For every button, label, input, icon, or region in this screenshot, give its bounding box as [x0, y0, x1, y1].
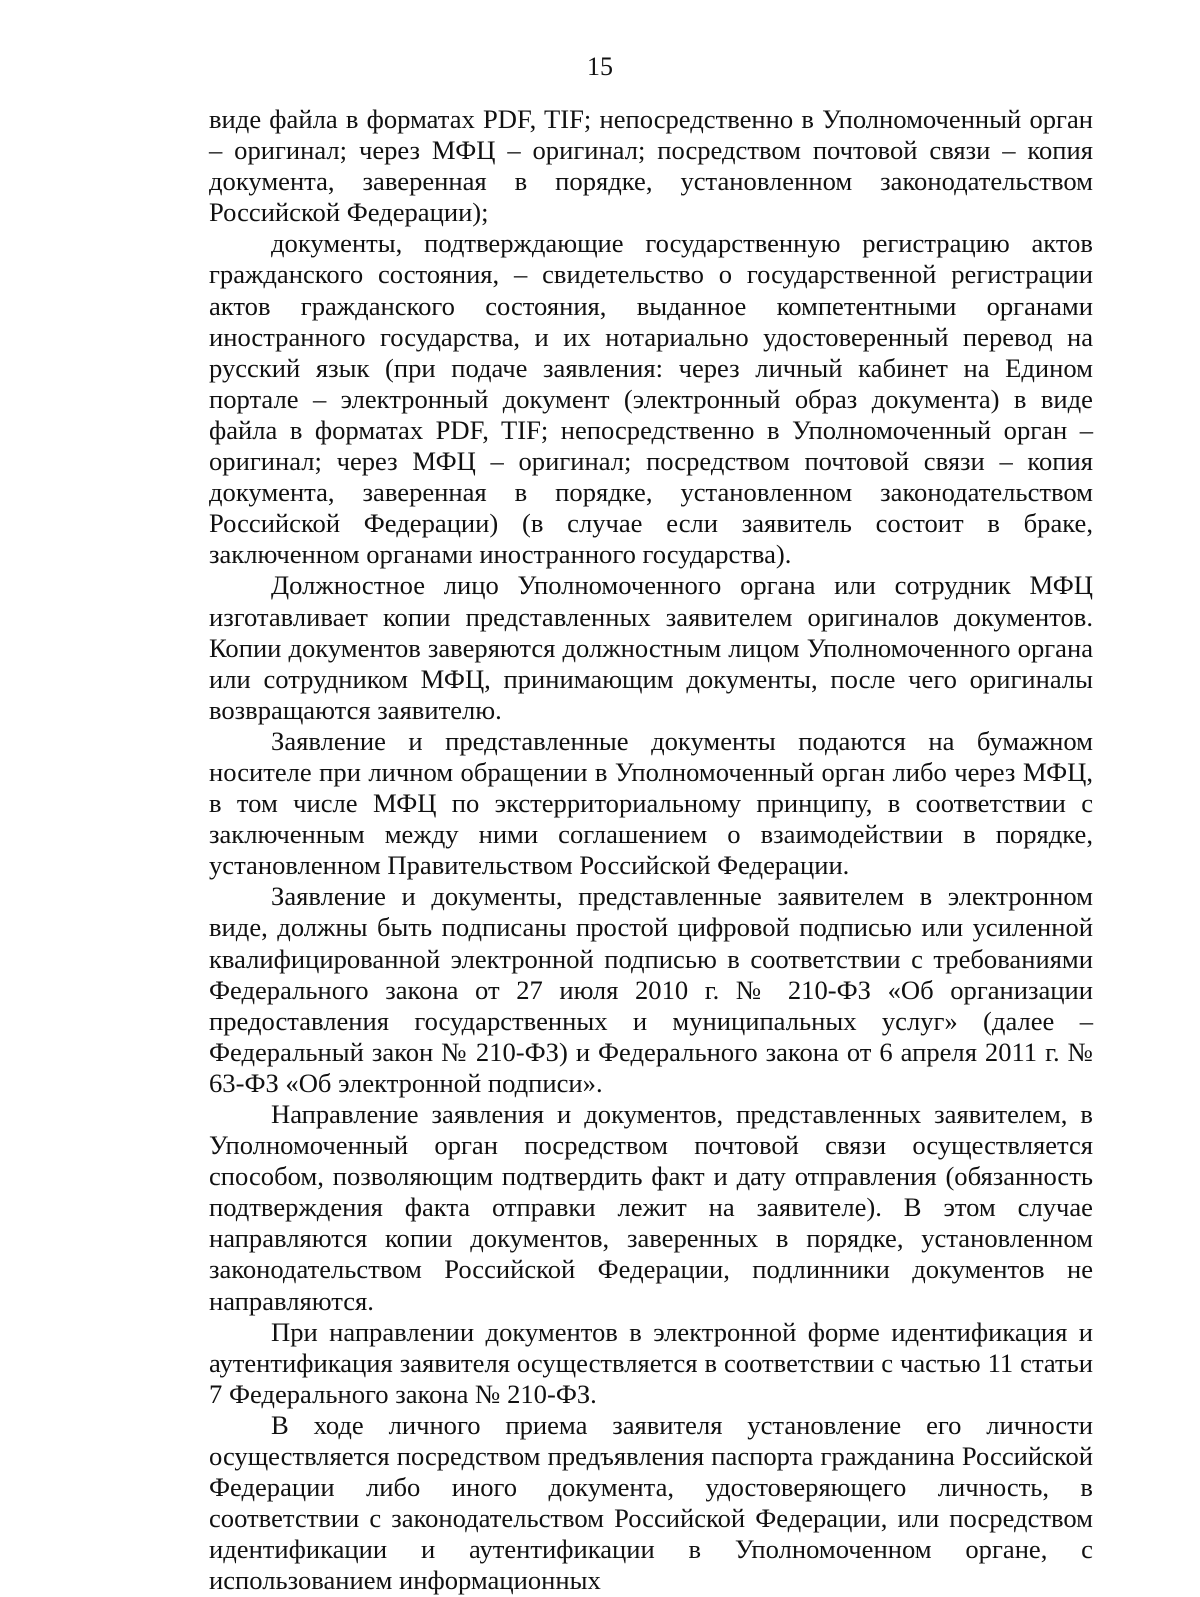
paragraph-continued: виде файла в форматах PDF, TIF; непосредственно в Уполномоченный орган – оригинал; через МФЦ – оригинал; посредством почтовой связи – копия документа, заверенная в порядке, установленном законодательством Российской Федерации); — [209, 104, 1093, 228]
page-number: 15 — [587, 52, 613, 81]
paragraph: Заявление и документы, представленные заявителем в электронном виде, должны быть подписаны простой цифровой подписью или усиленной квалифицированной электронной подписью в соответствии с требованиями Федерального закона от 27 июля 2010 г. № 210-ФЗ «Об организации предоставления государственных и муниципальных услуг» (далее – Федеральный закон № 210-ФЗ) и Федерального закона от 6 апреля 2011 г. № 63-ФЗ «Об электронной подписи». — [209, 881, 1093, 1098]
paragraph: Должностное лицо Уполномоченного органа или сотрудник МФЦ изготавливает копии представленных заявителем оригиналов документов. Копии документов заверяются должностным лицом Уполномоченного органа или сотрудником МФЦ, принимающим документы, после чего оригиналы возвращаются заявителю. — [209, 570, 1093, 725]
paragraph: Направление заявления и документов, представленных заявителем, в Уполномоченный орган посредством почтовой связи осуществляется способом, позволяющим подтвердить факт и дату отправления (обязанность подтверждения факта отправки лежит на заявителе). В этом случае направляются копии документов, заверенных в порядке, установленном законодательством Российской Федерации, подлинники документов не направляются. — [209, 1099, 1093, 1316]
paragraph: В ходе личного приема заявителя установление его личности осуществляется посредством предъявления паспорта гражданина Российской Федерации либо иного документа, удостоверяющего личность, в соответствии с законодательством Российской Федерации, или посредством идентификации и аутентификации в Уполномоченном органе, с использованием информационных — [209, 1409, 1093, 1596]
paragraph: документы, подтверждающие государственную регистрацию актов гражданского состояния, – свидетельство о государственной регистрации актов гражданского состояния, выданное компетентными органами иностранного государства, и их нотариально удостоверенный перевод на русский язык (при подаче заявления: через личный кабинет на Едином портале – электронный документ (электронный образ документа) в виде файла в форматах PDF, TIF; непосредственно в Уполномоченный орган – оригинал; через МФЦ – оригинал; посредством почтовой связи – копия документа, заверенная в порядке, установленном законодательством Российской Федерации) (в случае если заявитель состоит в браке, заключенном органами иностранного государства). — [209, 228, 1093, 570]
paragraph: Заявление и представленные документы подаются на бумажном носителе при личном обращении в Уполномоченный орган либо через МФЦ, в том числе МФЦ по экстерриториальному принципу, в соответствии с заключенным между ними соглашением о взаимодействии в порядке, установленном Правительством Российской Федерации. — [209, 725, 1093, 881]
document-body — [209, 104, 1093, 1597]
paragraph: При направлении документов в электронной форме идентификация и аутентификация заявителя осуществляется в соответствии с частью 11 статьи 7 Федерального закона № 210-ФЗ. — [209, 1316, 1093, 1409]
